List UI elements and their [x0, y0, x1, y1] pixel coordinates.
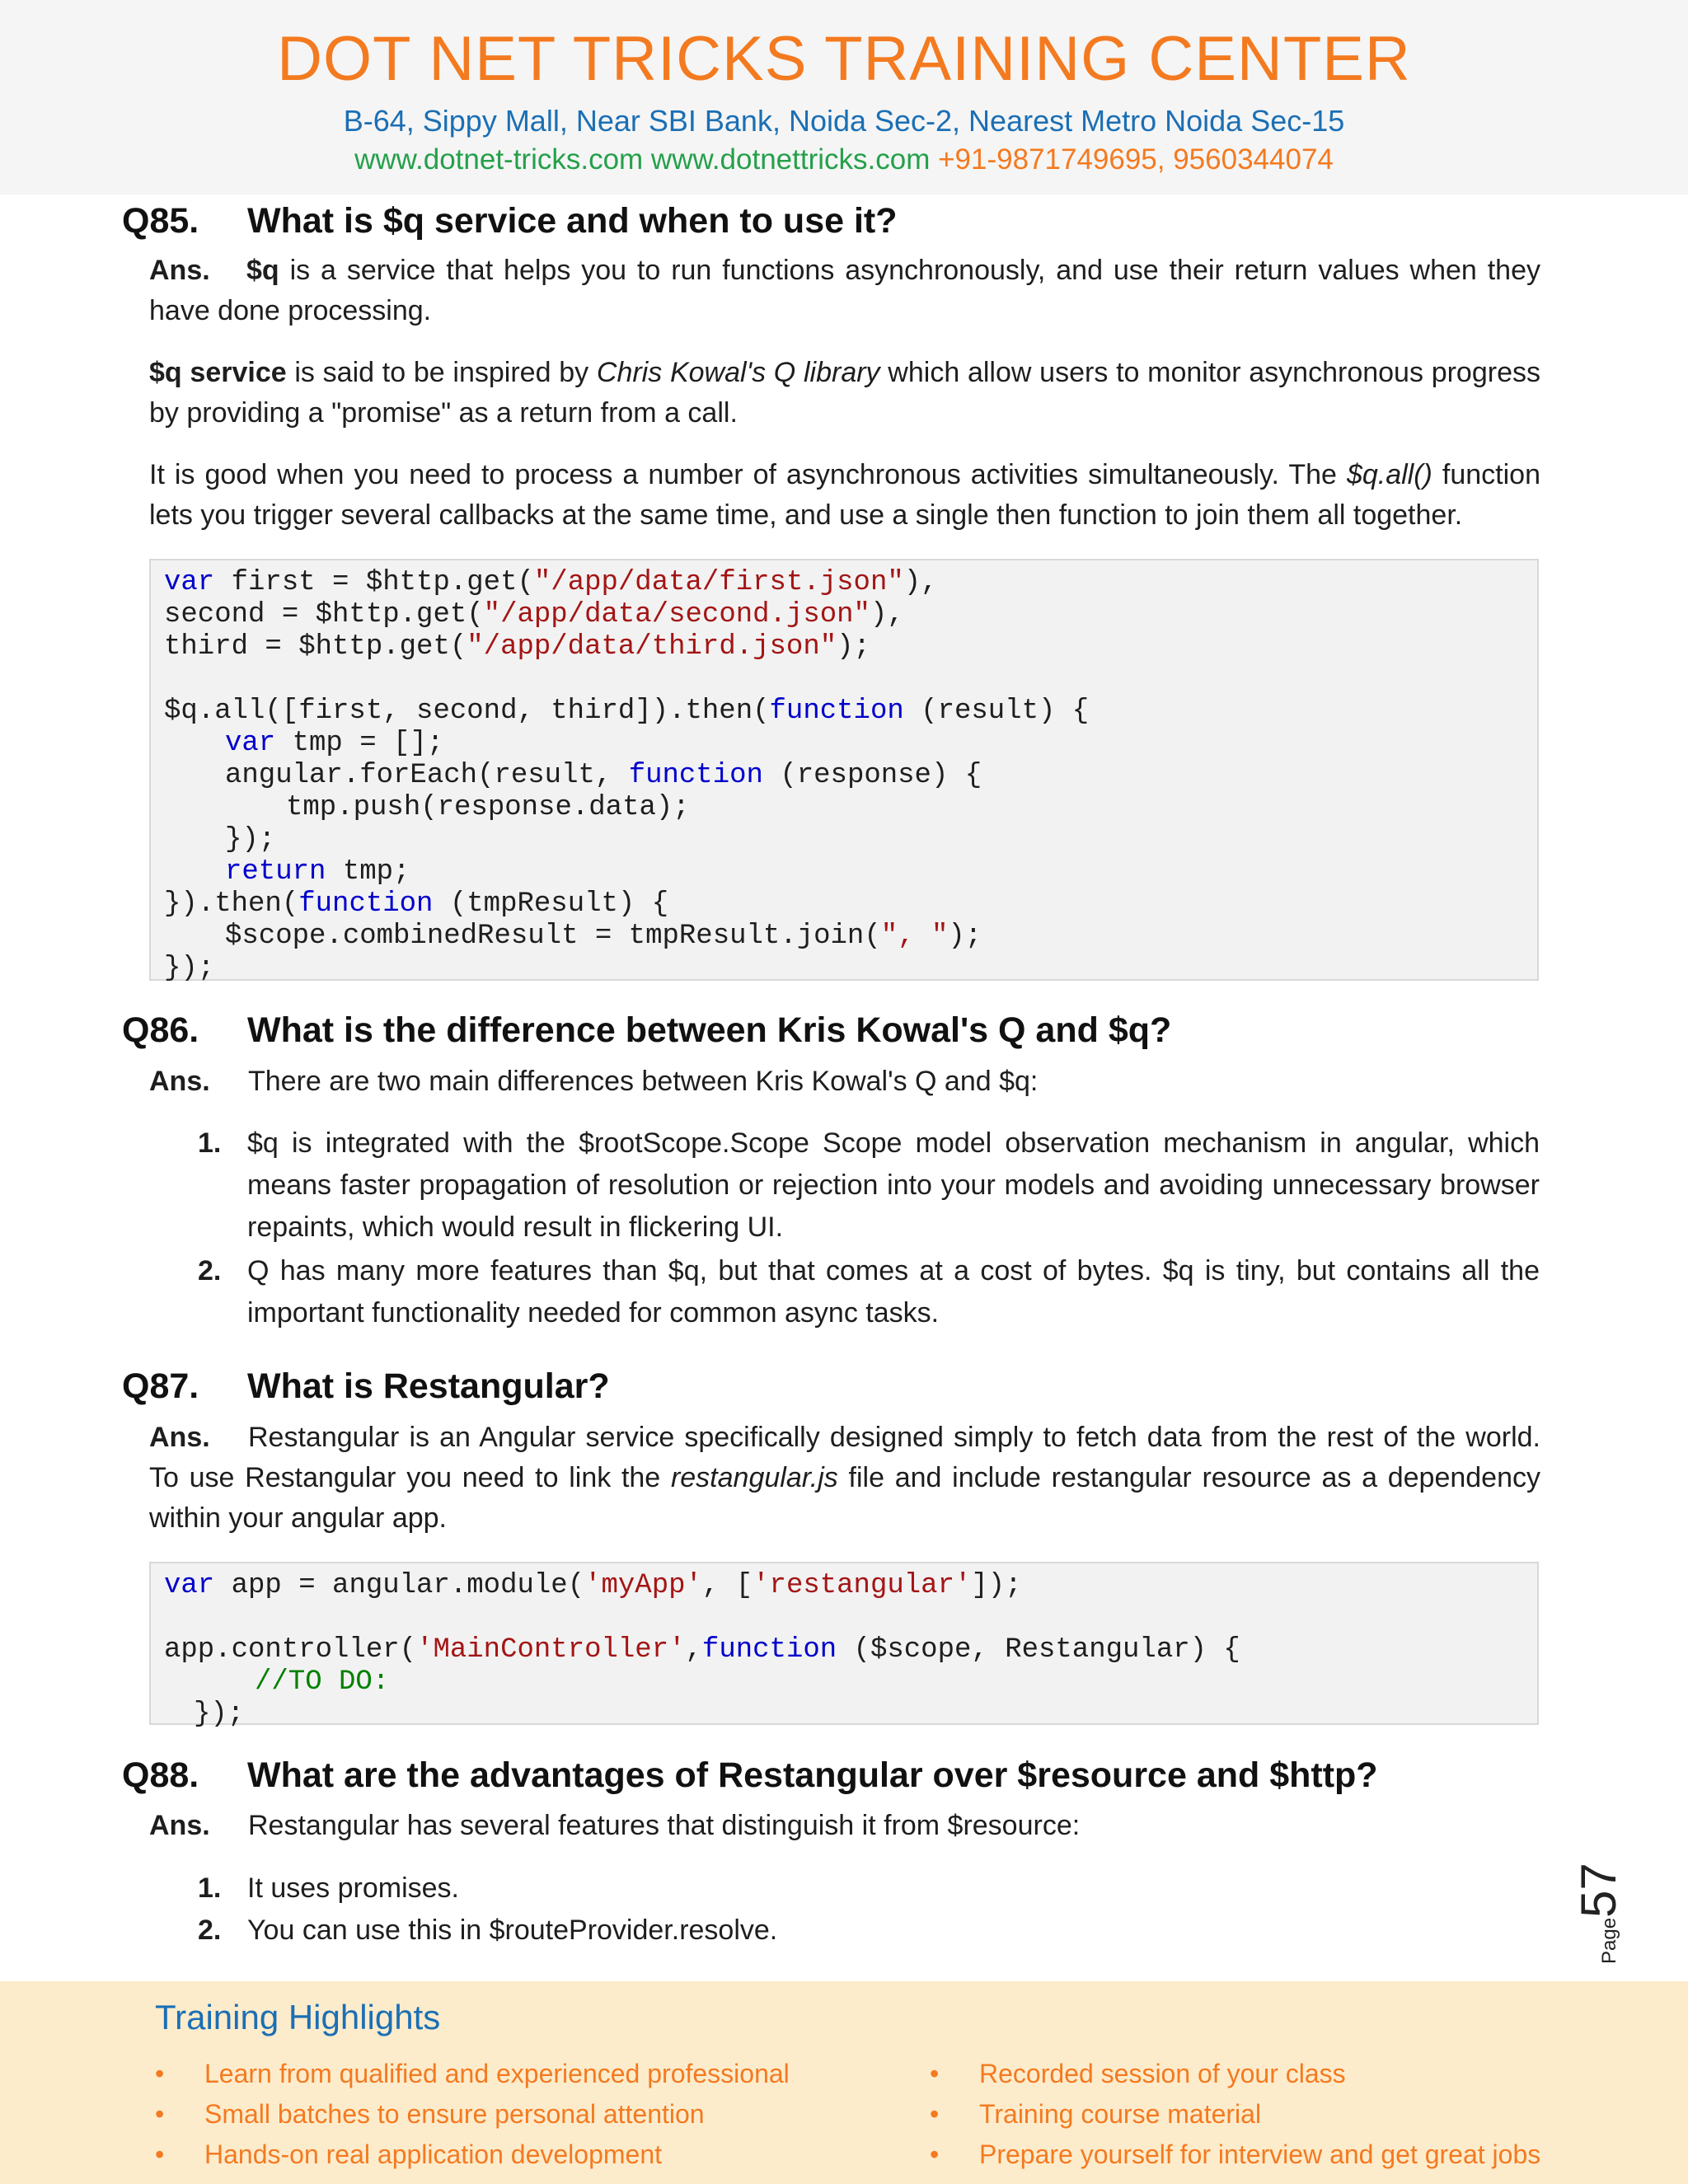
answer-intro — [149, 1806, 1540, 1846]
footer-title: Training Highlights — [155, 1998, 441, 2036]
code-line: second = $http.get("/app/data/second.json"), — [164, 599, 904, 630]
paragraph-text: is said to be inspired by — [286, 357, 597, 388]
paragraph-text: It is good when you need to process a number of asynchronous activities simultaneously. The — [149, 459, 1347, 490]
list-item — [198, 1122, 1540, 1249]
answer-label: Ans. — [149, 1066, 210, 1097]
code-line: //TO DO: — [255, 1666, 390, 1698]
highlight-item — [155, 2139, 790, 2180]
numbered-list-q88 — [198, 1868, 1540, 1952]
paragraph-text: Restangular is an Angular service specifically designed simply to fetch data from the rest of the world. To use Restangular you need to link the — [149, 1422, 1540, 1493]
website-links[interactable]: www.dotnet-tricks.com www.dotnettricks.com — [354, 143, 931, 176]
page-label: Page — [1598, 1917, 1620, 1964]
list-text: You can use this in $routeProvider.resolve. — [247, 1915, 778, 1946]
paragraph-text: function lets you trigger several callbacks at the same time, and use a single then function to join them all together. — [149, 459, 1540, 531]
code-line: }); — [164, 953, 215, 984]
numbered-list-q86 — [198, 1122, 1540, 1334]
paragraph-text: Restangular has several features that distinguish it from $resource: — [248, 1810, 1081, 1841]
list-text: $q is integrated with the $rootScope.Scope Scope model observation mechanism in angular, which means faster propagation of resolution or rejection into your models and avoiding unnecessary browser repaints, which would result in flickering UI. — [247, 1127, 1540, 1243]
highlight-text: Learn from qualified and experienced professional — [204, 2059, 790, 2088]
highlight-item — [155, 2099, 790, 2139]
code-line: angular.forEach(result, function (response) { — [225, 760, 982, 791]
code-line: }); — [225, 824, 276, 855]
code-line: var tmp = []; — [225, 728, 444, 759]
code-line: $scope.combinedResult = tmpResult.join(", "); — [225, 921, 982, 952]
organization-address: B-64, Sippy Mall, Near SBI Bank, Noida Sec-2, Nearest Metro Noida Sec-15 — [343, 104, 1345, 138]
contact-line — [0, 143, 1688, 176]
answer-label: Ans. — [149, 255, 210, 286]
answer-paragraph-1 — [149, 251, 1540, 331]
bullet-icon: • — [930, 2139, 940, 2169]
italic-term: restangular.js — [670, 1462, 838, 1493]
question-number: Q87. — [122, 1366, 199, 1406]
code-line: }).then(function (tmpResult) { — [164, 888, 669, 920]
list-text: It uses promises. — [247, 1872, 459, 1904]
bullet-icon: • — [155, 2139, 165, 2169]
answer-label: Ans. — [149, 1422, 210, 1453]
bullet-icon: • — [930, 2099, 940, 2129]
list-item — [198, 1910, 1540, 1952]
phone-numbers: +91-9871749695, 9560344074 — [938, 143, 1334, 176]
list-number: 1. — [198, 1872, 222, 1904]
list-number: 2. — [198, 1255, 222, 1286]
code-line: return tmp; — [225, 856, 410, 888]
paragraph-text: which allow users to monitor asynchronous progress by providing a "promise" as a return from a call. — [149, 357, 1540, 429]
question-title: What is the difference between Kris Kowal's Q and $q? — [247, 1010, 1172, 1050]
code-line: third = $http.get("/app/data/third.json"); — [164, 631, 870, 663]
answer-paragraph-3 — [149, 455, 1540, 536]
page-number — [1566, 1863, 1657, 1968]
highlight-item — [155, 2059, 790, 2099]
highlight-text: Recorded session of your class — [979, 2059, 1346, 2088]
highlight-item — [930, 2059, 1540, 2099]
answer-paragraph-2 — [149, 353, 1540, 434]
list-item — [198, 1250, 1540, 1334]
answer-label: Ans. — [149, 1810, 210, 1841]
highlight-text: Hands-on real application development — [204, 2139, 663, 2169]
question-number: Q86. — [122, 1010, 199, 1050]
bullet-icon: • — [930, 2059, 940, 2088]
italic-term: Chris Kowal's Q library — [596, 357, 880, 388]
code-block-q87 — [149, 1562, 1539, 1730]
question-number: Q85. — [122, 201, 199, 241]
highlight-item — [930, 2139, 1540, 2180]
answer-paragraph — [149, 1418, 1540, 1539]
code-line: var app = angular.module('myApp', ['restangular']); — [164, 1570, 1022, 1601]
list-text: Q has many more features than $q, but that comes at a cost of bytes. $q is tiny, but contains all the important functionality needed for common async tasks. — [247, 1255, 1540, 1329]
code-line: app.controller('MainController',function ($scope, Restangular) { — [164, 1634, 1240, 1666]
code-block-q85 — [149, 559, 1539, 984]
code-line: }); — [194, 1699, 245, 1730]
paragraph-text: file and include restangular resource as a dependency within your angular app. — [149, 1462, 1540, 1534]
list-number: 2. — [198, 1915, 222, 1946]
highlights-right-column — [930, 2059, 1540, 2180]
emphasis-term: $q service — [149, 357, 287, 388]
question-title: What is $q service and when to use it? — [247, 201, 898, 241]
question-title: What are the advantages of Restangular over $resource and $http? — [247, 1755, 1378, 1795]
page-header — [0, 0, 1688, 194]
organization-name: DOT NET TRICKS TRAINING CENTER — [277, 24, 1411, 94]
highlight-text: Training course material — [979, 2099, 1262, 2129]
highlight-item — [930, 2099, 1540, 2139]
highlight-text: Prepare yourself for interview and get great jobs — [979, 2139, 1541, 2169]
list-number: 1. — [198, 1127, 222, 1159]
code-line: $q.all([first, second, third]).then(function (result) { — [164, 696, 1090, 727]
highlight-text: Small batches to ensure personal attention — [204, 2099, 705, 2129]
paragraph-text: There are two main differences between Kris Kowal's Q and $q: — [248, 1066, 1039, 1097]
question-number: Q88. — [122, 1755, 199, 1795]
bullet-icon: • — [155, 2059, 165, 2088]
bullet-icon: • — [155, 2099, 165, 2129]
highlights-left-column — [155, 2059, 790, 2180]
emphasis-term: $q — [246, 255, 279, 286]
italic-term: $q.all() — [1346, 459, 1432, 490]
page-number-value: 57 — [1571, 1863, 1626, 1918]
code-line: tmp.push(response.data); — [286, 792, 690, 823]
answer-intro — [149, 1062, 1540, 1102]
code-line: var first = $http.get("/app/data/first.json"), — [164, 567, 938, 598]
question-title: What is Restangular? — [247, 1366, 610, 1406]
list-item — [198, 1868, 1540, 1910]
paragraph-text: is a service that helps you to run functions asynchronously, and use their return values when they have done processing. — [149, 255, 1540, 326]
training-highlights-footer — [0, 1981, 1688, 2184]
